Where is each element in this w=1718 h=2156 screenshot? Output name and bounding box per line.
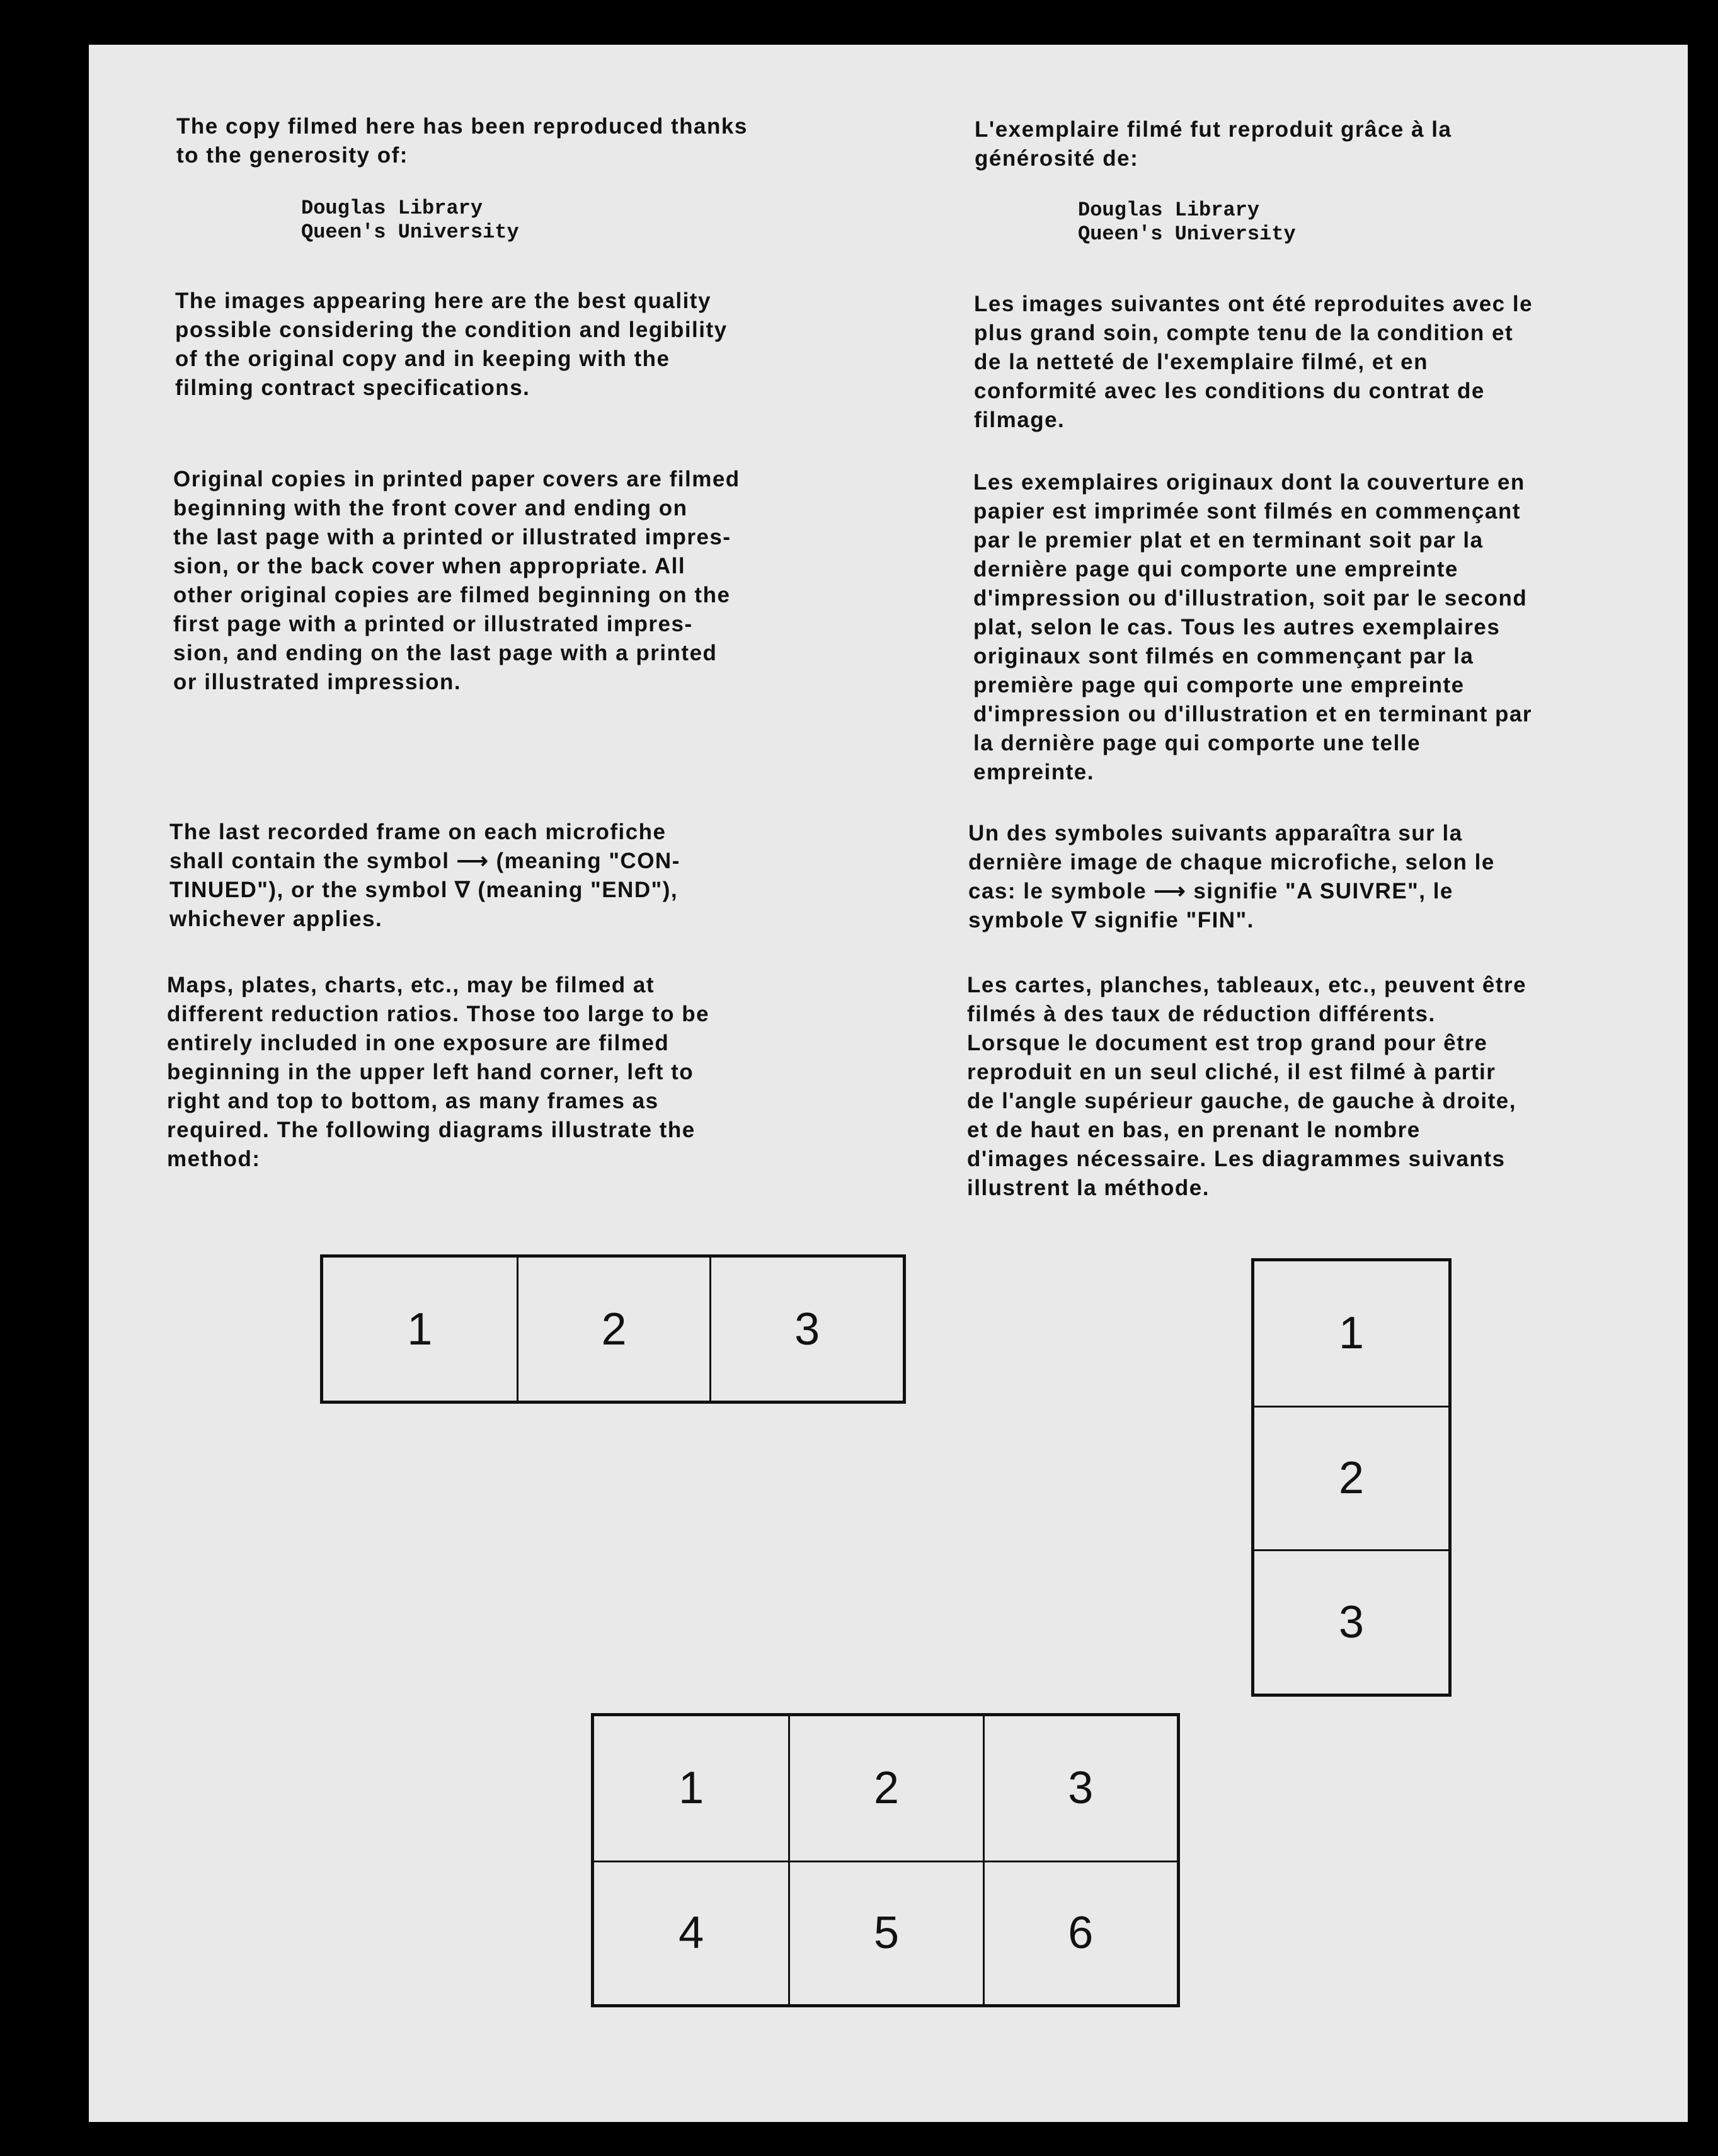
english-quality-notice: The images appearing here are the best quality possible considering the condition and legibility of the original copy and in keeping with the filming contract specifications. (175, 289, 728, 400)
french-library-name: Douglas Library Queen's University (1078, 198, 1296, 246)
frame-cell: 2 (788, 1716, 982, 1861)
frame-cell: 1 (679, 1763, 704, 1814)
english-library-name: Douglas Library Queen's University (301, 197, 519, 244)
frame-cell: 5 (788, 1861, 982, 2005)
frame-cell: 1 (407, 1304, 433, 1355)
english-maps-notice: Maps, plates, charts, etc., may be filmed at different reduction ratios. Those too large to be entirely included in one exposure are filmed beginning in the upper left hand corner, left to right and top to bottom, as many frames as required. The following diagrams illustrate the method: (167, 973, 710, 1171)
french-covers-notice: Les exemplaires originaux dont la couverture en papier est imprimée sont filmés en commençant par le premier plat et en terminant soit par la dernière page qui comporte une empreinte d'impression ou d'illustration, soit par le second plat, selon le cas. Tous les autres exemplaires originaux sont filmés en commençant par la première page qui comporte une empreinte d'impression ou d'illustration et en terminant par la dernière page qui comporte une telle empreinte. (973, 470, 1533, 784)
grid-frames-diagram (591, 1713, 1180, 2007)
frame-cell: 3 (709, 1258, 903, 1401)
english-intro: The copy filmed here has been reproduced thanks to the generosity of: (176, 114, 748, 168)
frame-cell: 4 (594, 1861, 788, 2005)
french-maps-notice: Les cartes, planches, tableaux, etc., peuvent être filmés à des taux de réduction différents. Lorsque le document est trop grand pour être reproduit en un seul cliché, il est filmé à partir de l'angle supérieur gauche, de gauche à droite, et de haut en bas, en prenant le nombre d'images nécessaire. Les diagrammes suivants illustrent la méthode. (967, 973, 1527, 1200)
french-intro: L'exemplaire filmé fut reproduit grâce à la générosité de: (975, 117, 1452, 171)
english-symbol-notice: The last recorded frame on each microfiche shall contain the symbol ⟶ (meaning "CON- TINUED"), or the symbol ∇ (meaning "END"), whichever applies. (169, 820, 680, 931)
frame-cell: 3 (983, 1716, 1177, 1861)
french-symbol-notice: Un des symboles suivants apparaîtra sur la dernière image de chaque microfiche, selon le cas: le symbole ⟶ signifie "A SUIVRE", le symbole ∇ signifie "FIN". (968, 821, 1495, 932)
french-quality-notice: Les images suivantes ont été reproduites avec le plus grand soin, compte tenu de la condition et de la netteté de l'exemplaire filmé, et en conformité avec les conditions du contrat de filmage. (974, 292, 1533, 432)
frame-cell: 1 (1338, 1308, 1365, 1359)
frame-cell: 3 (1254, 1549, 1448, 1694)
vertical-frames-diagram (1251, 1258, 1452, 1697)
frame-cell: 2 (517, 1258, 710, 1401)
frame-cell: 6 (983, 1861, 1177, 2005)
horizontal-frames-diagram (320, 1254, 906, 1404)
frame-cell: 2 (1254, 1406, 1448, 1550)
english-covers-notice: Original copies in printed paper covers are filmed beginning with the front cover and ending on the last page with a printed or illustrated impres- sion, or the back cover when appropriate. All other original copies are filmed beginning on the first page with a printed or illustrated impres- sion, and ending on the last page with a printed or illustrated impression. (173, 467, 740, 694)
